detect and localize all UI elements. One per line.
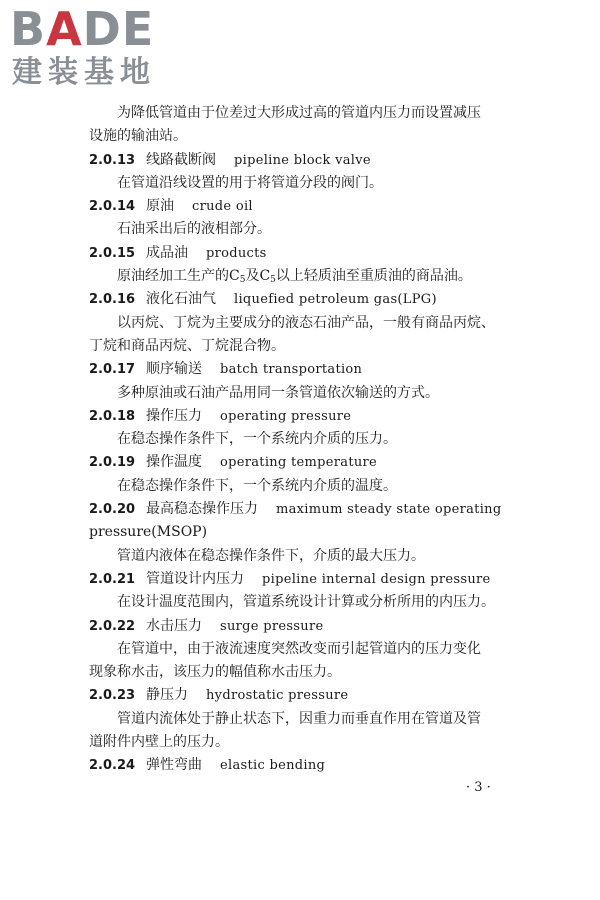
page-number: · 3 · (466, 780, 491, 795)
term-number: 2.0.24 (89, 758, 136, 774)
term-chinese: 水击压力 (146, 617, 202, 634)
definition-text: pressure(MSOP) (89, 524, 208, 541)
term-heading (89, 149, 509, 172)
term-heading (89, 754, 509, 777)
term-chinese: 管道设计内压力 (146, 570, 244, 587)
definition-text: 在管道沿线设置的用于将管道分段的阀门。 (117, 174, 383, 191)
definition-text: 在设计温度范围内，管道系统设计计算或分析所用的内压力。 (117, 594, 495, 611)
term-chinese: 成品油 (146, 244, 188, 261)
term-chinese: 最高稳态操作压力 (146, 501, 258, 518)
definition-text: 多种原油或石油产品用同一条管道依次输送的方式。 (117, 384, 439, 401)
definition-text: 管道内液体在稳态操作条件下，介质的最大压力。 (117, 547, 425, 564)
term-heading (89, 451, 509, 474)
term-number: 2.0.16 (89, 292, 136, 308)
term-heading (89, 195, 509, 218)
term-english: maximum steady state operating (276, 502, 502, 518)
definition-text: 在管道中，由于液流速度突然改变而引起管道内的压力变化 (117, 640, 481, 657)
term-heading (89, 288, 509, 311)
term-chinese: 操作温度 (146, 454, 202, 471)
term-heading (89, 242, 509, 265)
term-number: 2.0.18 (89, 408, 136, 424)
document-body (89, 102, 509, 778)
term-number: 2.0.15 (89, 245, 136, 261)
term-chinese: 静压力 (146, 687, 188, 704)
term-english: operating temperature (220, 455, 378, 471)
term-number: 2.0.22 (89, 618, 136, 634)
term-number: 2.0.13 (89, 152, 136, 168)
term-english: elastic bending (220, 758, 326, 774)
bade-logo (10, 4, 180, 94)
term-heading (89, 405, 509, 428)
term-english: liquefied petroleum gas(LPG) (234, 292, 437, 308)
term-chinese: 线路截断阀 (146, 151, 216, 168)
term-chinese: 液化石油气 (146, 291, 216, 308)
term-english: hydrostatic pressure (206, 688, 349, 704)
definition-text: 在稳态操作条件下，一个系统内介质的温度。 (117, 477, 397, 494)
term-english: surge pressure (220, 618, 324, 634)
definition-text: 现象称水击，该压力的幅值称水击压力。 (89, 664, 341, 681)
definition-text: 在稳态操作条件下，一个系统内介质的压力。 (117, 431, 397, 448)
term-heading (89, 684, 509, 707)
term-heading (89, 568, 509, 591)
term-number: 2.0.19 (89, 455, 136, 471)
term-heading (89, 498, 509, 521)
term-number: 2.0.14 (89, 199, 136, 215)
term-chinese: 原油 (146, 198, 174, 215)
definition-text: 原油经加工生产的$C_5$及$C_5$以上轻质油至重质油的商品油。 (117, 268, 472, 286)
logo-chinese-text: 建装基地 (12, 55, 156, 90)
term-number: 2.0.17 (89, 362, 136, 378)
definition-text: 为降低管道由于位差过大形成过高的管道内压力而设置减压 (117, 105, 481, 121)
term-english: products (206, 245, 267, 261)
definition-text: 道附件内壁上的压力。 (89, 734, 229, 751)
term-english: pipeline block valve (234, 152, 371, 168)
term-english: operating pressure (220, 408, 352, 424)
definition-text: 石油采出后的液相部分。 (117, 221, 271, 238)
term-heading (89, 358, 509, 381)
term-english: batch transportation (220, 362, 363, 378)
logo-accent-letter: A (46, 2, 83, 56)
term-chinese: 顺序输送 (146, 361, 202, 378)
term-english: crude oil (192, 199, 253, 215)
definition-text: 设施的输油站。 (89, 128, 187, 145)
definition-text: 丁烷和商品丙烷、丁烷混合物。 (89, 337, 285, 354)
term-chinese: 弹性弯曲 (146, 757, 202, 774)
term-english: pipeline internal design pressure (262, 571, 491, 587)
definition-text: 以丙烷、丁烷为主要成分的液态石油产品，一般有商品丙烷、 (117, 314, 495, 331)
definition-text: 管道内流体处于静止状态下，因重力而垂直作用在管道及管 (117, 710, 481, 727)
term-number: 2.0.21 (89, 571, 136, 587)
term-heading (89, 615, 509, 638)
term-chinese: 操作压力 (146, 407, 202, 424)
term-number: 2.0.23 (89, 688, 136, 704)
term-number: 2.0.20 (89, 502, 136, 518)
logo-latin-text: BADE (10, 2, 155, 56)
